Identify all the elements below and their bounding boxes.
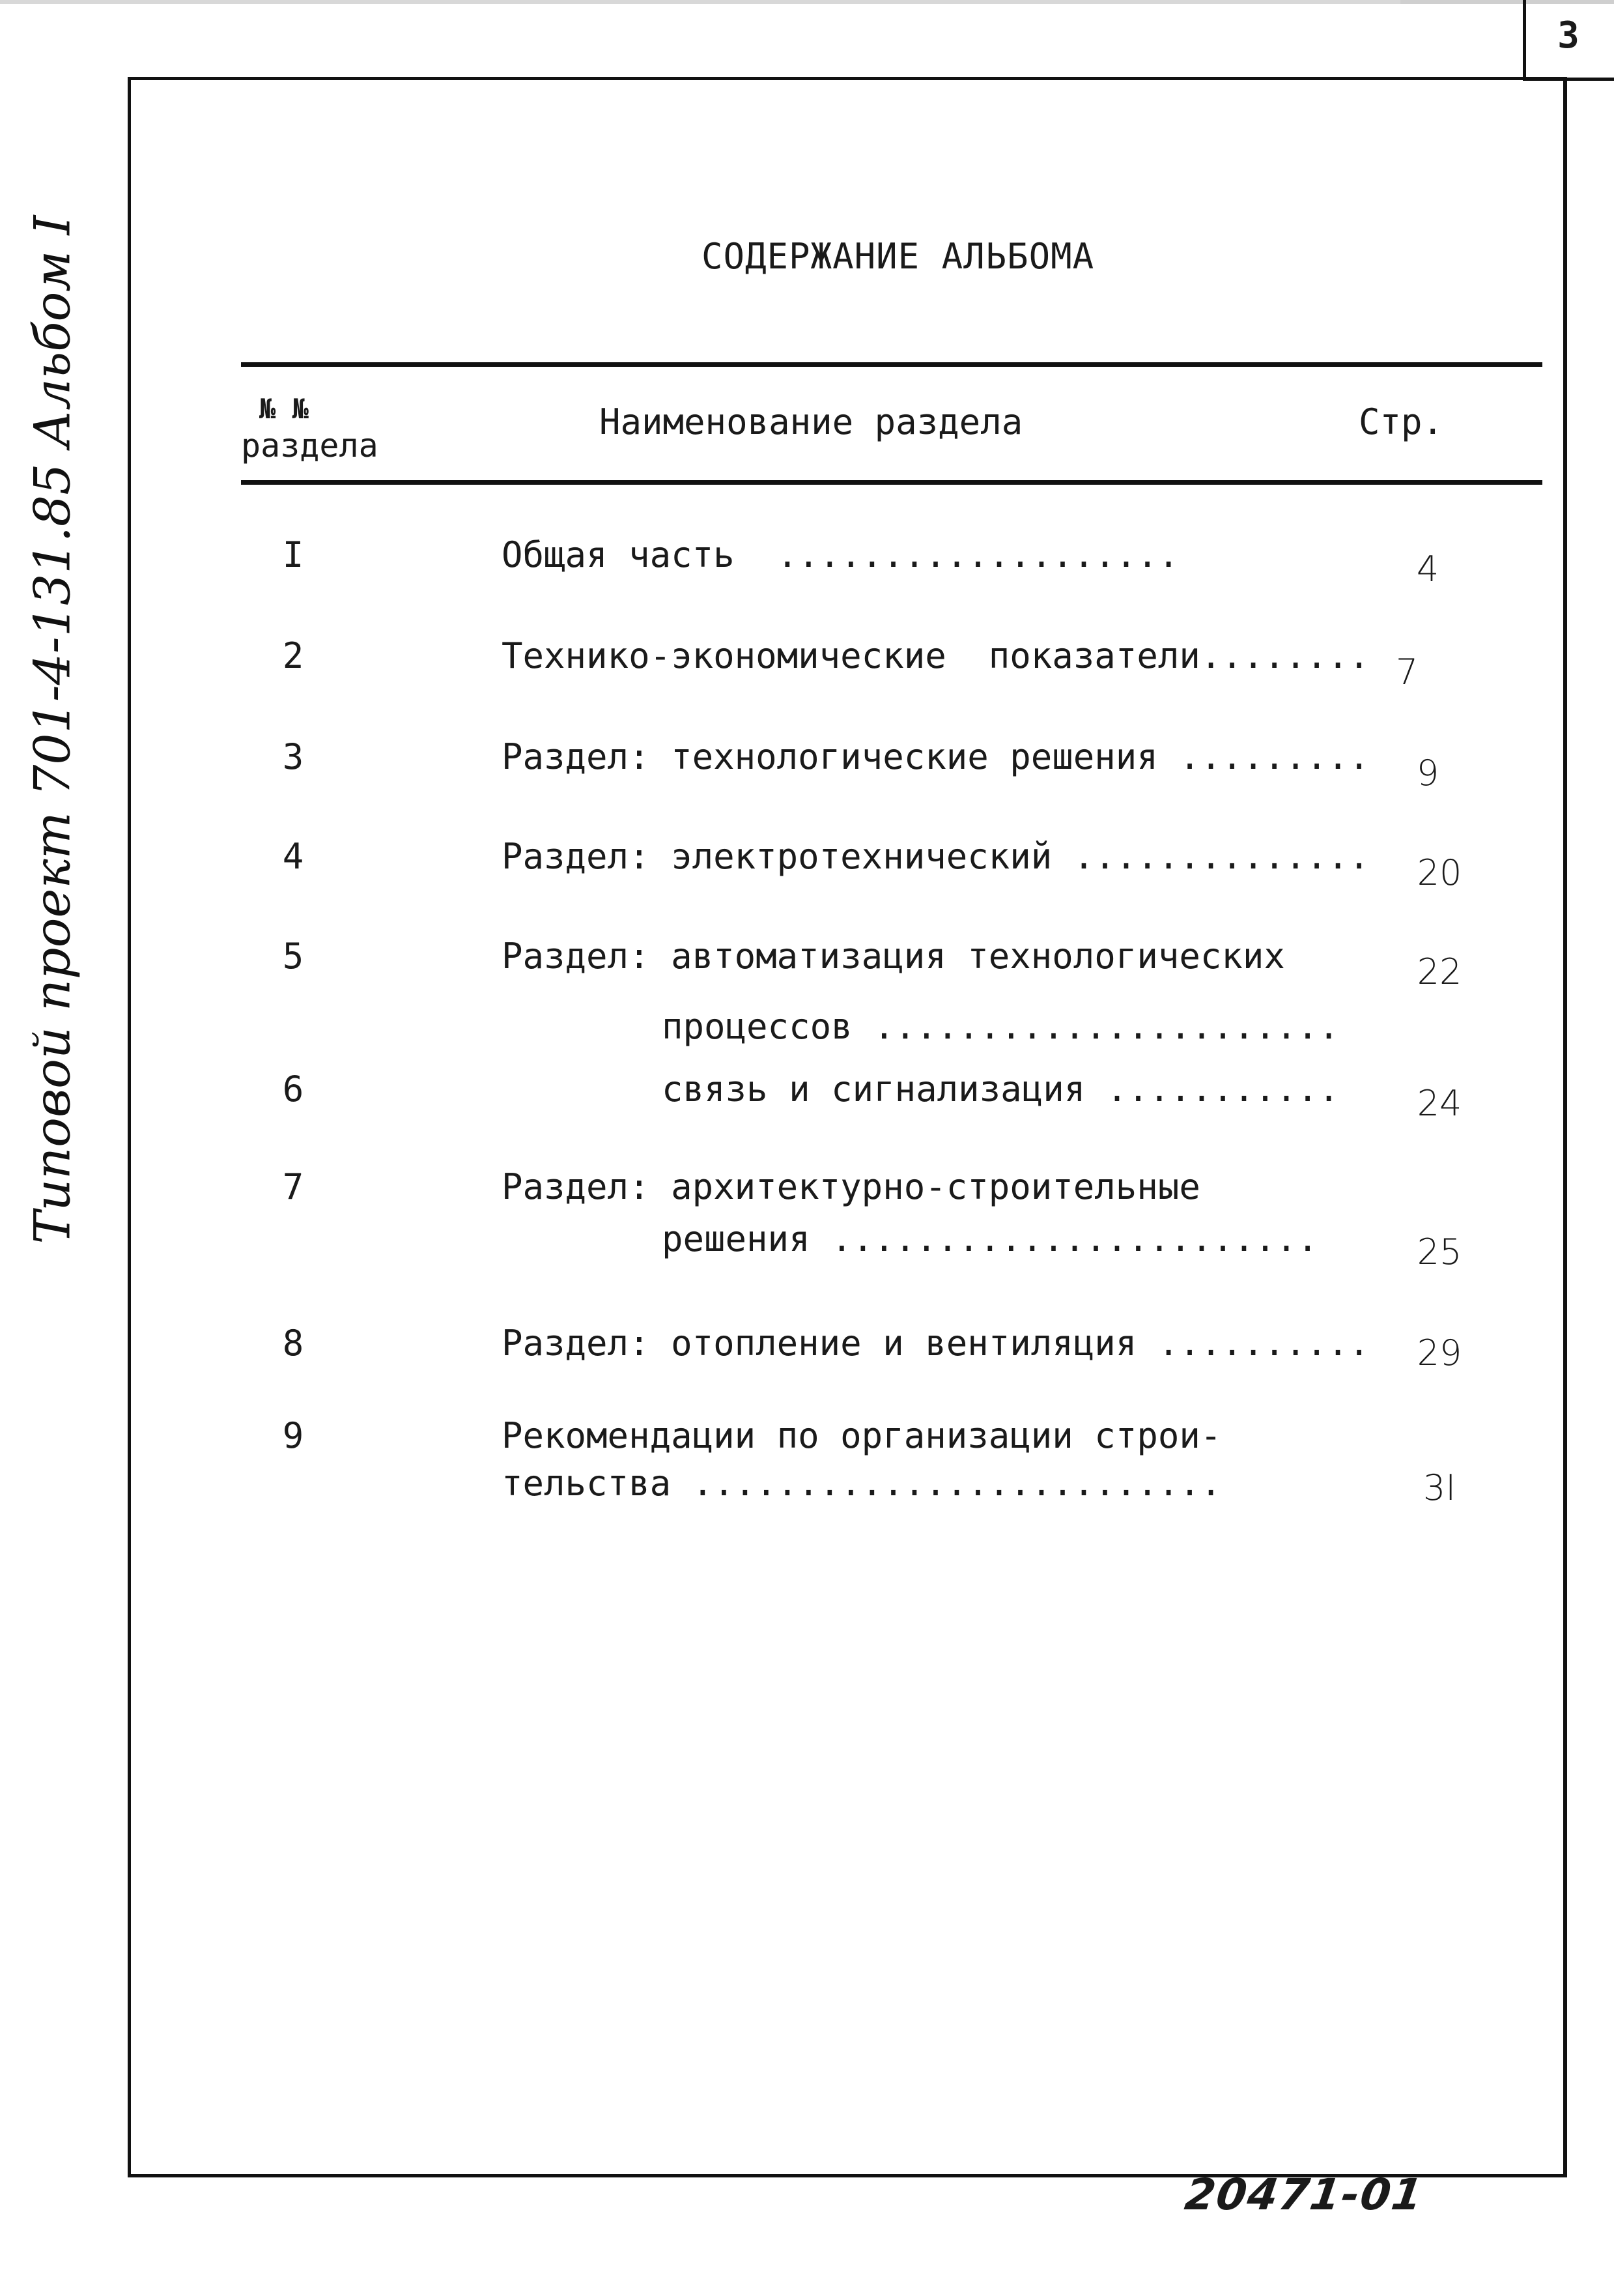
row-title-continuation: процессов ...................... (662, 1006, 1340, 1047)
row-number: 6 (282, 1069, 304, 1110)
row-number: 8 (282, 1323, 304, 1364)
row-title: Раздел: электротехнический .............. (502, 836, 1370, 877)
row-page: 22 (1417, 951, 1462, 992)
row-title: Раздел: архитектурно-строительные (502, 1166, 1200, 1207)
number-symbol: № № (259, 393, 309, 425)
row-title: Раздел: технологические решения ......... (502, 736, 1370, 777)
header-section-number (241, 391, 378, 464)
row-title: Раздел: автоматизация технологических (502, 936, 1285, 977)
row-number: 3 (282, 736, 304, 777)
header-page: Стр. (1359, 401, 1444, 442)
row-number: 9 (282, 1415, 304, 1456)
row-title: Технико-экономические показатели........ (502, 635, 1370, 676)
table-header-rule (241, 480, 1542, 485)
row-number: 2 (282, 635, 304, 676)
inventory-number: 20471-01 (1182, 2170, 1427, 2220)
row-page: 24 (1417, 1083, 1462, 1124)
row-page: 20 (1417, 852, 1462, 893)
document-title: СОДЕРЖАНИЕ АЛЬБОМА (701, 236, 1095, 277)
row-title: Общая часть ................... (502, 534, 1180, 575)
row-title: Раздел: отопление и вентиляция .......... (502, 1323, 1370, 1364)
row-number: 7 (282, 1166, 304, 1207)
row-title: связь и сигнализация ........... (662, 1069, 1340, 1110)
row-page: 7 (1395, 652, 1419, 693)
row-title-continuation: решения ....................... (662, 1218, 1318, 1259)
row-page: 9 (1416, 753, 1439, 794)
scan-edge (0, 0, 1614, 4)
row-page: 4 (1416, 549, 1439, 590)
row-title-continuation: тельства ......................... (502, 1463, 1222, 1504)
row-number: I (282, 534, 304, 575)
row-title: Рекомендации по организации строи- (502, 1415, 1222, 1456)
row-page: 3I (1423, 1467, 1456, 1508)
header-section-name: Наименование раздела (599, 401, 1023, 442)
row-page: 29 (1417, 1332, 1462, 1373)
table-top-rule (241, 362, 1542, 367)
header-section-label: раздела (241, 427, 378, 465)
row-number: 4 (282, 836, 304, 877)
row-page: 25 (1417, 1231, 1462, 1272)
margin-note: Типовой проект 701-4-131.85 Альбом I (23, 215, 81, 1244)
row-number: 5 (282, 936, 304, 977)
page-number: 3 (1557, 14, 1579, 57)
